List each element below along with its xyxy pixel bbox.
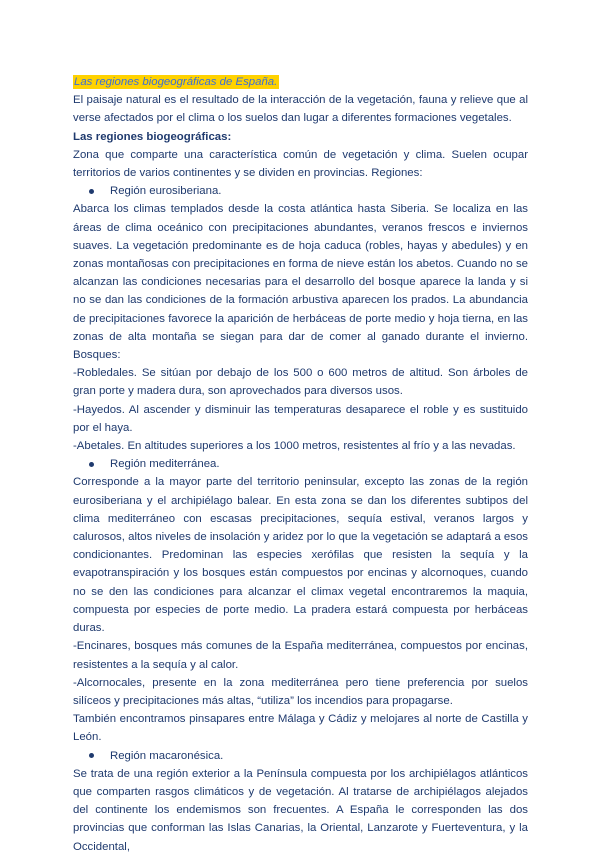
region-description: Abarca los climas templados desde la costa atlántica hasta Siberia. Se localiza en las áreas de clima oceánico con precipitaciones abundantes, veranos frescos e inviernos suaves. La vegetación predominante es de hoja caduca (robles, hayas y abedules) y en zonas montañosas con precipitaciones en forma de nieve están los abetos. Cuando no se alcanzan las condiciones necesarias para el desarrollo del bosque aparece la landa y si no se dan las condiciones de la formación arbustiva aparecen los prados. La abundancia de precipitaciones favorece la aparición de herbáceas de porte medio y hoja tierna, en las zonas de alta montaña se siegan para dar de comer al ganado durante el invierno. Bosques: xyxy=(73,203,528,362)
region-bullet-eurosiberiana xyxy=(73,182,528,200)
region-bullet-mediterranea xyxy=(73,455,528,473)
forest-item: -Hayedos. Al ascender y disminuir las temperaturas desaparece el roble y es sustituido por el haya. xyxy=(73,403,528,434)
forest-item: También encontramos pinsapares entre Málaga y Cádiz y melojares al norte de Castilla y León. xyxy=(73,713,528,744)
region-name: Región eurosiberiana. xyxy=(110,185,222,198)
region-name: Región mediterránea. xyxy=(110,458,220,471)
region-bullet-macaronesica xyxy=(73,747,528,765)
forest-item: -Alcornocales, presente en la zona mediterránea pero tiene preferencia por suelos silíceos y precipitaciones más altas, “utiliza” los incendios para propagarse. xyxy=(73,676,528,707)
bullet-dot-icon xyxy=(89,189,94,194)
title-line xyxy=(73,73,528,91)
region-description: Se trata de una región exterior a la Península compuesta por los archipiélagos atlánticos que comparten rasgos climáticos y de vegetación. Al tratarse de archipiélagos alejados del continente los endemismos son frecuentes. A España le corresponden las dos provincias que conforman las Islas Canarias, la Oriental, Lanzarote y Fuerteventura, y la Occidental, xyxy=(73,767,528,853)
region-name: Región macaronésica. xyxy=(110,749,224,762)
region-description: Corresponde a la mayor parte del territorio peninsular, excepto las zonas de la región eurosiberiana y el archipiélago balear. En esta zona se dan los diferentes subtipos del clima mediterráneo con escasas precipitaciones, sequía estival, veranos largos y calurosos, altos niveles de insolación y aridez por lo que la vegetación se adaptará a esos condicionantes. Predominan las especies xerófilas que resisten la sequía y la evapotranspiración y los bosques están compuestos por encinas y alcornoques, cuando no se den las condiciones para alcanzar el climax vegetal encontraremos la maquia, compuesta por especies de porte medio. La pradera estará compuesta por herbáceas duras. xyxy=(73,476,528,635)
forest-item: -Robledales. Se sitúan por debajo de los 500 o 600 metros de altitud. Son árboles de gran porte y madera dura, son aprovechados para diversos usos. xyxy=(73,367,528,398)
section-heading: Las regiones biogeográficas: xyxy=(73,130,232,143)
bullet-dot-icon xyxy=(89,753,94,758)
bullet-dot-icon xyxy=(89,462,94,467)
document-title: Las regiones biogeográficas de España. xyxy=(74,76,278,88)
forest-item: -Encinares, bosques más comunes de la España mediterránea, compuestos por encinas, resistentes a la sequía y al calor. xyxy=(73,640,528,671)
forest-item: -Abetales. En altitudes superiores a los 1000 metros, resistentes al frío y a las nevadas. xyxy=(73,440,516,453)
section-intro-paragraph: Zona que comparte una característica común de vegetación y clima. Suelen ocupar territorios de varios continentes y se dividen en provincias. Regiones: xyxy=(73,148,528,180)
intro-paragraph: El paisaje natural es el resultado de la interacción de la vegetación, fauna y relieve que al verse afectados por el clima o los suelos dan lugar a diferentes formaciones vegetales. xyxy=(73,94,528,125)
